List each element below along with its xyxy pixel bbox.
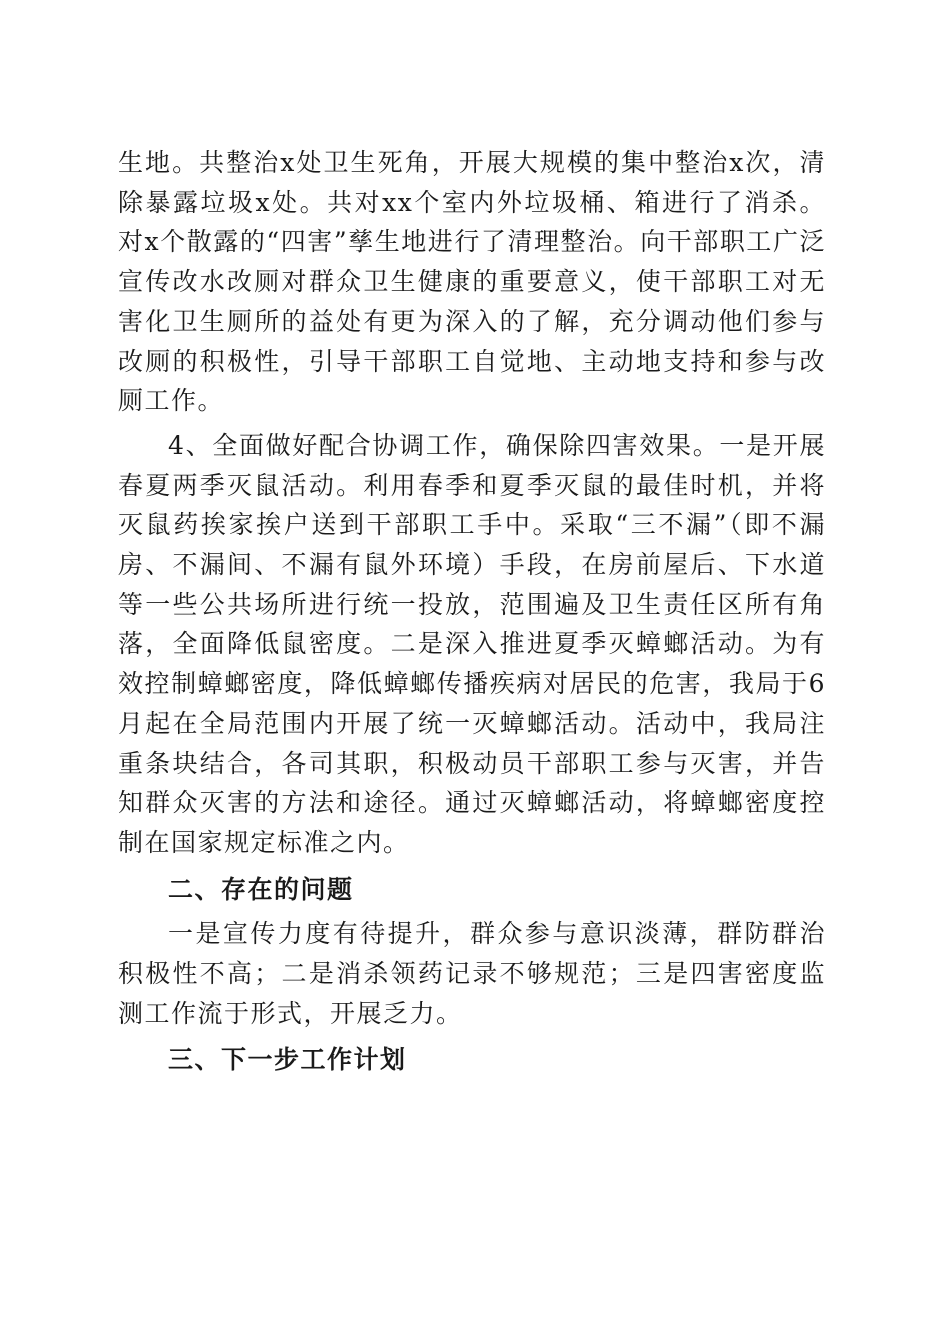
paragraph-pest-control: 4、全面做好配合协调工作，确保除四害效果。一是开展春夏两季灭鼠活动。利用春季和夏季灭鼠的最佳时机，并将灭鼠药挨家挨户送到干部职工手中。采取“三不漏”（即不漏房、不漏间、不漏有鼠外环境）手段，在房前屋后、下水道等一些公共场所进行统一投放，范围遍及卫生责任区所有角落，全面降低鼠密度。二是深入推进夏季灭蟑螂活动。为有效控制蟑螂密度，降低蟑螂传播疾病对居民的危害，我局于6月起在全局范围内开展了统一灭蟑螂活动。活动中，我局注重条块结合，各司其职，积极动员干部职工参与灭害，并告知群众灭害的方法和途径。通过灭蟑螂活动，将蟑螂密度控制在国家规定标准之内。 <box>118 430 826 857</box>
paragraph-problems: 一是宣传力度有待提升，群众参与意识淡薄，群防群治积极性不高；二是消杀领药记录不够规范；三是四害密度监测工作流于形式，开展乏力。 <box>118 919 826 1028</box>
document-body <box>118 143 826 1080</box>
section-heading-next-plan: 三、下一步工作计划 <box>168 1045 407 1075</box>
paragraph-sanitation-continued: 生地。共整治x处卫生死角，开展大规模的集中整治x次，清除暴露垃圾x处。共对xx个室内外垃圾桶、箱进行了消杀。对x个散露的“四害”孳生地进行了清理整治。向干部职工广泛宣传改水改厕对群众卫生健康的重要意义，使干部职工对无害化卫生厕所的益处有更为深入的了解，充分调动他们参与改厕的积极性，引导干部职工自觉地、主动地支持和参与改厕工作。 <box>118 148 826 416</box>
section-heading-problems: 二、存在的问题 <box>168 874 354 904</box>
